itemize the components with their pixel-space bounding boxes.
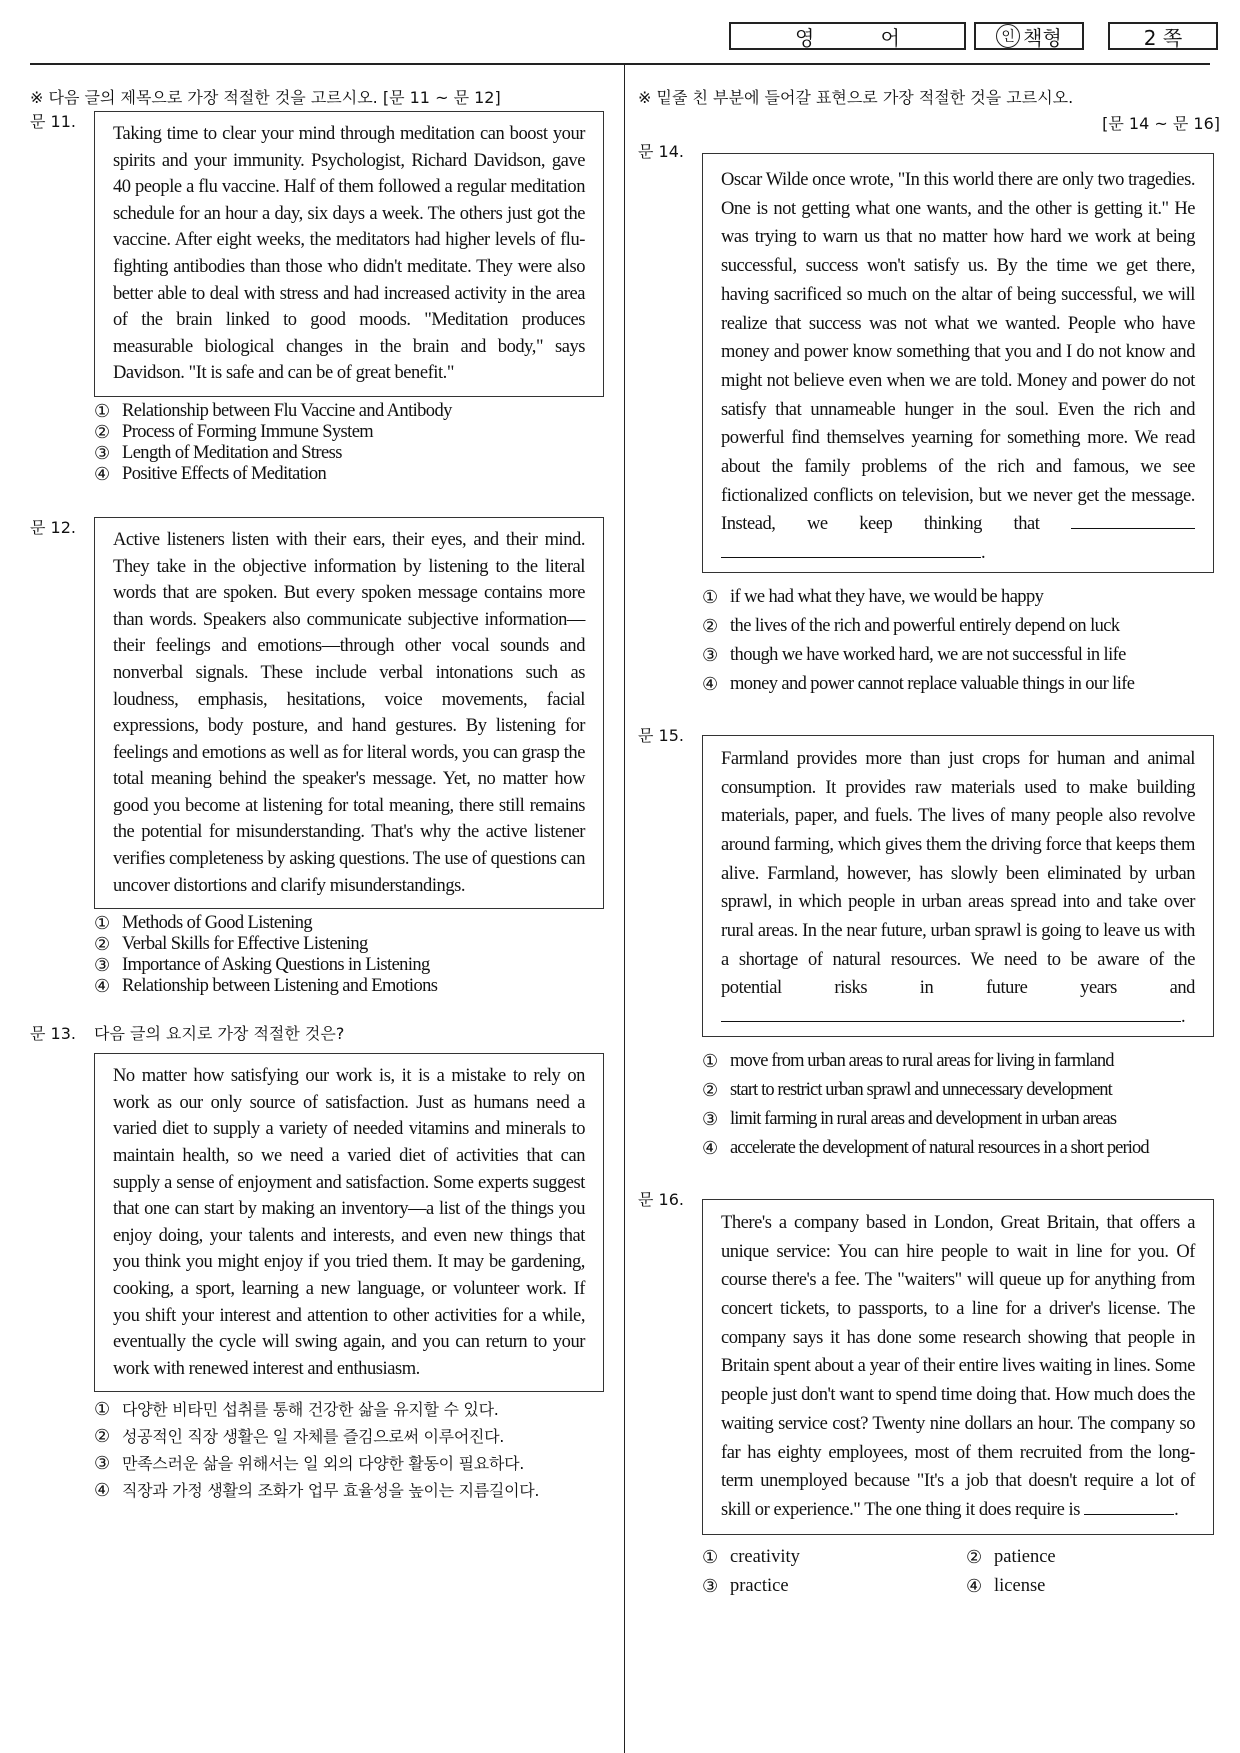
answer-option[interactable]: [94, 1477, 610, 1504]
option-text: start to restrict urban sprawl and unnecessary development: [730, 1079, 1112, 1100]
answer-option[interactable]: [702, 1134, 1220, 1163]
answer-option[interactable]: [94, 422, 610, 443]
option-text: accelerate the development of natural resources in a short period: [730, 1137, 1149, 1158]
option-marker: ①: [94, 913, 110, 935]
passage-box: Active listeners listen with their ears, their eyes, and their mind. They take in the objective information by listening to the literal words that are spoken. But every spoken message contains more than words. Speakers also communicate subjective information—their feelings and emotions—through other vocal sounds and nonverbal signals. These include verbal intonations such as loudness, emphasis, hesitations, voice movements, facial expressions, body posture, and hand gestures. By listening for feelings and emotions as well as for literal words, you can grasp the total meaning behind the speaker's message. Yet, no matter how good you become at listening for total meaning, there still remains the potential for misunderstanding. That's why the active listener verifies completeness by asking questions. The use of questions can uncover distortions and clarify misunderstandings.: [94, 517, 604, 909]
option-text: if we had what they have, we would be happy: [730, 586, 1044, 607]
question-number: 문 16.: [638, 1189, 684, 1209]
answer-blank: [721, 1003, 1181, 1022]
option-text: license: [994, 1575, 1046, 1596]
option-marker: ①: [702, 586, 718, 608]
option-marker: ②: [702, 615, 718, 637]
option-marker: ③: [702, 1108, 718, 1130]
subject-label: 영 어: [795, 25, 930, 50]
option-marker: ①: [94, 400, 110, 422]
passage-text: Oscar Wilde once wrote, "In this world there are only two tragedies. One is not getting what one wants, and the other is getting it." He was trying to warn us that no matter how hard we work at being successful, success won't satisfy us. By the time we get there, having sacrificed so much on the altar of being successful, we will realize that success was not what we wanted. People who have money and power know something that you and I do not know and might not believe even when we are told. Money and power do not satisfy that unnameable hunger in the soul. Even the rich and powerful find themselves yearning for something more. We read about the family problems of the rich and famous, we see fictionalized conflicts on television, but we never get the message. Instead, we keep thinking that: [721, 170, 1195, 535]
option-marker: ③: [94, 442, 110, 464]
answer-blank: [1084, 1496, 1174, 1515]
answer-option[interactable]: [94, 1423, 610, 1450]
answer-option[interactable]: [702, 583, 1220, 612]
answer-options: [702, 1543, 1220, 1601]
question-14-body: [702, 153, 1220, 699]
option-text: practice: [730, 1575, 789, 1596]
question-15-body: [702, 735, 1220, 1163]
answer-option[interactable]: [702, 1572, 966, 1601]
option-text: the lives of the rich and powerful entirely depend on luck: [730, 615, 1120, 636]
answer-option[interactable]: [702, 1047, 1220, 1076]
option-marker: ②: [702, 1079, 718, 1101]
answer-option[interactable]: [966, 1572, 1216, 1601]
answer-option[interactable]: [702, 1076, 1220, 1105]
answer-options: [94, 401, 610, 485]
column-divider: [624, 64, 625, 1753]
question-11-body: [94, 111, 610, 485]
option-text: Length of Meditation and Stress: [122, 442, 342, 463]
option-text: 만족스러운 삶을 위해서는 일 외의 다양한 활동이 필요하다.: [122, 1454, 525, 1474]
answer-option[interactable]: [94, 1450, 610, 1477]
option-marker: ④: [702, 673, 718, 695]
question-number: 문 12.: [30, 517, 76, 537]
question-13-header: [30, 1023, 610, 1045]
passage-box: No matter how satisfying our work is, it is a mistake to rely on work as our only source of satisfaction. Just as humans need a varied diet to supply a variety of needed vitamins and minerals to maintain health, so we need a varied diet of activities that can supply a sense of enjoyment and satisfaction. Some experts suggest that one can start by making an inventory—a list of the things you enjoy doing, your talents and interests, and even new things that you think you might enjoy if you tried them. It may be gardening, cooking, a sport, learning a new language, or volunteer work. If you shift your interest and attention to other activities for a while, eventually the cycle will swing again, and you can return to your work with renewed interest and enthusiasm.: [94, 1053, 604, 1392]
page-number: 2 쪽: [1143, 25, 1183, 50]
option-text: Importance of Asking Questions in Listening: [122, 955, 430, 976]
option-text: creativity: [730, 1546, 800, 1567]
sentence-end: .: [1181, 1007, 1186, 1028]
answer-option[interactable]: [94, 443, 610, 464]
option-marker: ①: [702, 1050, 718, 1072]
option-marker: ①: [94, 1399, 110, 1421]
answer-blank: [1071, 510, 1195, 529]
answer-option[interactable]: [94, 1396, 610, 1423]
option-marker: ③: [94, 955, 110, 977]
booklet-type-box: [974, 22, 1084, 50]
option-text: 성공적인 직장 생활은 일 자체를 즐김으로써 이루어진다.: [122, 1427, 505, 1447]
option-marker: ④: [94, 1480, 110, 1502]
question-range: [문 14 ~ 문 16]: [1102, 114, 1220, 133]
passage-text: Farmland provides more than just crops for human and animal consumption. It provides raw materials used to make building materials, paper, and fuels. The lives of many people also revolve around farming, which gives them the driving force that keeps them alive. Farmland, however, has slowly been eliminated by urban sprawl, in which people in urban areas spread into and take over rural areas. In the near future, urban sprawl is going to leave us with a shortage of natural resources. We need to be aware of the potential risks in future years and: [721, 748, 1195, 999]
option-text: though we have worked hard, we are not successful in life: [730, 644, 1126, 665]
blank-instruction: ※ 밑줄 친 부분에 들어갈 표현으로 가장 적절한 것을 고르시오.: [638, 88, 1074, 107]
answer-option[interactable]: [966, 1543, 1216, 1572]
answer-option[interactable]: [94, 464, 610, 485]
option-marker: ④: [94, 463, 110, 485]
option-text: 직장과 가정 생활의 조화가 업무 효율성을 높이는 지름길이다.: [122, 1481, 540, 1501]
answer-options: [702, 1047, 1220, 1163]
option-marker: ③: [702, 644, 718, 666]
question-number: 문 11.: [30, 112, 76, 131]
answer-blank-continued: [721, 539, 981, 558]
option-text: money and power cannot replace valuable things in our life: [730, 673, 1135, 694]
answer-option[interactable]: [94, 401, 610, 422]
answer-options: [94, 913, 610, 997]
answer-option[interactable]: [94, 976, 610, 997]
answer-option[interactable]: [94, 955, 610, 976]
option-text: Verbal Skills for Effective Listening: [122, 934, 368, 955]
answer-option[interactable]: [94, 934, 610, 955]
answer-options: [702, 583, 1220, 699]
passage-box: Taking time to clear your mind through meditation can boost your spirits and your immunity. Psychologist, Richard Davidson, gave 40 people a flu vaccine. Half of them followed a regular meditation schedule for an hour a day, six days a week. The others just got the vaccine. After eight weeks, the meditators had higher levels of flu-fighting antibodies than those who didn't meditate. They were also better able to deal with stress and had increased activity in the area of the brain linked to good moods. "Meditation produces measurable biological changes in the brain and body," says Davidson. "It is safe and can be of great benefit.": [94, 111, 604, 397]
answer-option[interactable]: [94, 913, 610, 934]
option-text: move from urban areas to rural areas for living in farmland: [730, 1050, 1114, 1071]
option-text: limit farming in rural areas and development in urban areas: [730, 1108, 1117, 1129]
sentence-end: .: [1174, 1499, 1179, 1520]
option-text: Relationship between Flu Vaccine and Antibody: [122, 400, 452, 421]
question-instruction: 다음 글의 요지로 가장 적절한 것은?: [94, 1024, 345, 1044]
question-number: 문 15.: [638, 725, 684, 745]
question-16-body: [702, 1199, 1220, 1601]
passage-box: [702, 1199, 1214, 1535]
answer-option[interactable]: [702, 641, 1220, 670]
passage-box: [702, 735, 1214, 1037]
option-marker: ②: [94, 421, 110, 443]
option-marker: ④: [966, 1575, 983, 1597]
option-text: patience: [994, 1546, 1056, 1567]
left-column: [30, 85, 610, 1504]
option-text: Process of Forming Immune System: [122, 421, 374, 442]
title-instruction: ※ 다음 글의 제목으로 가장 적절한 것을 고르시오. [문 11 ~ 문 12]: [30, 88, 501, 107]
option-text: Positive Effects of Meditation: [122, 463, 327, 484]
question-number: 문 14.: [638, 142, 684, 161]
option-marker: ④: [702, 1137, 718, 1159]
passage-text: There's a company based in London, Great Britain, that offers a unique service: You can hire people to wait in line for you. Of course there's a fee. The "waiters" will queue up for anything from concert tickets, to passports, to a line for a driver's license. The company says it has done some research showing that people in Britain spent about a year of their entire lives waiting in lines. Some people just don't want to spend time doing that. How much does the waiting service cost? Twenty nine dollars an hour. The company so far has eighty employees, most of them recruited from the long-term unemployed because "It's a job that doesn't require a lot of skill or experience." The one thing it does require is: [721, 1212, 1195, 1520]
question-13-body: [94, 1053, 610, 1504]
passage-box: [702, 153, 1214, 573]
option-marker: ④: [94, 976, 110, 998]
booklet-seal: 인: [996, 24, 1020, 48]
option-marker: ③: [702, 1575, 719, 1597]
question-number: 문 13.: [30, 1024, 76, 1044]
booklet-type-label: 책형: [1023, 25, 1062, 50]
option-text: 다양한 비타민 섭취를 통해 건강한 삶을 유지할 수 있다.: [122, 1400, 499, 1420]
option-marker: ①: [702, 1546, 719, 1568]
page-number-box: [1108, 22, 1218, 50]
answer-option[interactable]: [702, 1543, 966, 1572]
option-marker: ②: [94, 934, 110, 956]
question-12-body: [94, 517, 610, 997]
header-rule: [30, 63, 1210, 65]
answer-options: [94, 1396, 610, 1504]
option-marker: ③: [94, 1453, 110, 1475]
right-column: [638, 85, 1220, 1601]
answer-option[interactable]: [702, 670, 1220, 699]
option-marker: ②: [966, 1546, 983, 1568]
option-marker: ②: [94, 1426, 110, 1448]
option-text: Methods of Good Listening: [122, 913, 313, 934]
option-text: Relationship between Listening and Emotions: [122, 976, 438, 997]
answer-option[interactable]: [702, 612, 1220, 641]
subject-box: [729, 22, 966, 50]
sentence-end: .: [981, 543, 986, 564]
answer-option[interactable]: [702, 1105, 1220, 1134]
